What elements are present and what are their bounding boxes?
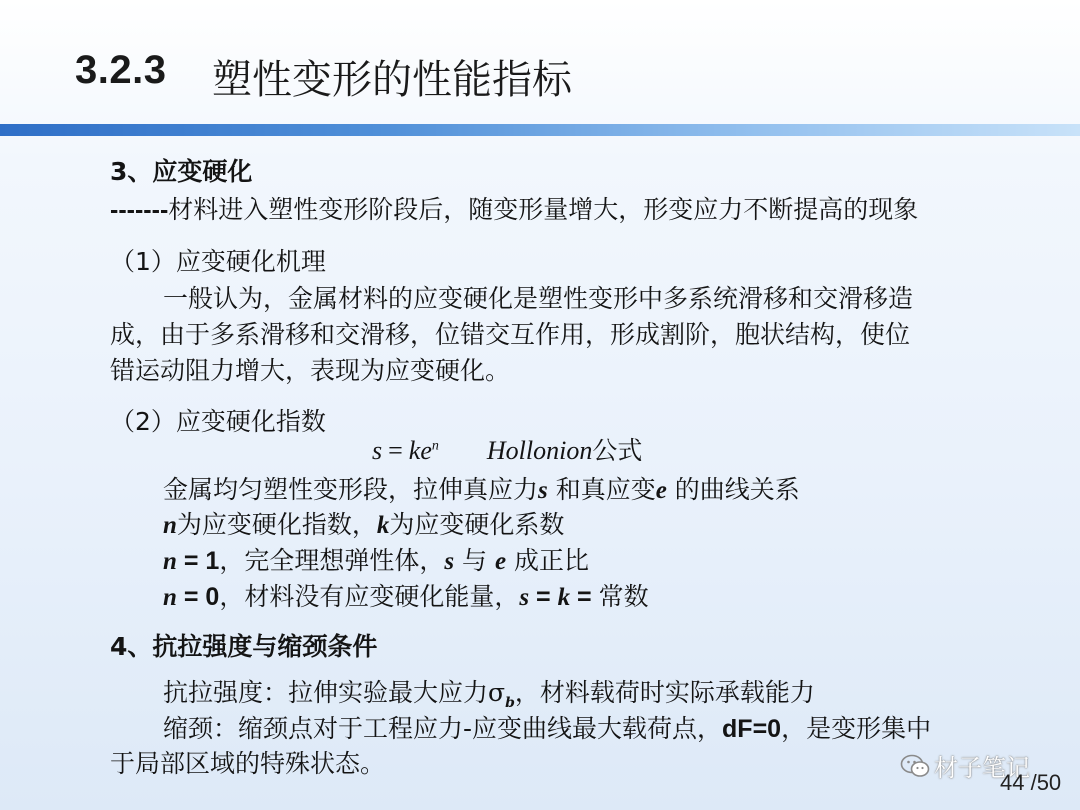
- sigma-subscript: b: [505, 695, 515, 711]
- n-equals-1-case: [163, 545, 589, 578]
- subsection-1-heading: [110, 246, 326, 278]
- relation-symbol-e: e: [655, 477, 667, 504]
- n0-symbol-n: n: [163, 584, 177, 611]
- page-number: 44 /50: [1000, 770, 1062, 795]
- tensile-text-b: ，材料载荷时实际承载能力: [514, 678, 815, 707]
- n0-value: = 0: [176, 583, 220, 611]
- n0-equals-1: =: [529, 583, 558, 611]
- n0-symbol-k: k: [557, 584, 571, 611]
- mechanism-paragraph-line-2: 成，由于多系滑移和交滑移，位错交互作用，形成割阶，胞状结构，使位: [110, 320, 911, 349]
- necking-line-2: 于局部区域的特殊状态。: [110, 749, 386, 778]
- formula-coefficient: ke: [408, 436, 432, 465]
- relation-text-c: 的曲线关系: [666, 475, 800, 504]
- wechat-icon: [900, 753, 930, 785]
- slide-title: 塑性变形的性能指标: [212, 57, 572, 103]
- definition-text: 材料进入塑性变形阶段后，随变形量增大，形变应力不断提高的现象: [168, 195, 919, 224]
- n-definition-text-b: 为应变硬化系数: [389, 510, 565, 539]
- n1-text-c: 成正比: [506, 546, 590, 575]
- header-divider: [0, 124, 1080, 136]
- n1-text-a: ，完全理想弹性体，: [219, 546, 445, 575]
- symbol-n: n: [163, 512, 177, 539]
- n1-symbol-n: n: [163, 548, 177, 575]
- sigma-b-symbol: [488, 678, 515, 711]
- formula-equals: =: [388, 436, 403, 465]
- formula-exponent: n: [431, 438, 439, 454]
- mechanism-paragraph-line-3: 错运动阻力增大，表现为应变硬化。: [110, 356, 511, 385]
- necking-text-b: ，是变形集中: [781, 714, 932, 743]
- n1-symbol-s: s: [444, 548, 455, 575]
- n0-equals-2: =: [570, 583, 599, 611]
- subsection-1-label: （1）应变硬化机理: [110, 247, 326, 276]
- n-equals-0-case: [163, 581, 649, 614]
- n-definition: [163, 509, 564, 542]
- n1-value: = 1: [176, 547, 220, 575]
- necking-line-1: [163, 713, 931, 745]
- relation-text-a: 金属均匀塑性变形段，拉伸真应力: [163, 475, 539, 504]
- necking-text-a: 缩颈：缩颈点对于工程应力-应变曲线最大载荷点，: [163, 714, 723, 743]
- section-number: 3.2.3: [75, 48, 167, 92]
- slide-header: [0, 0, 1080, 124]
- relation-text-b: 和真应变: [547, 475, 656, 504]
- subsection-2-heading: （2）应变硬化指数: [110, 407, 326, 436]
- formula-suffix: 公式: [592, 436, 643, 465]
- n0-text-b: 常数: [598, 582, 649, 611]
- n1-symbol-e: e: [494, 548, 507, 575]
- definition-dashes: -------: [110, 196, 169, 224]
- necking-df-condition: dF=0: [722, 715, 782, 743]
- formula-lhs: s: [372, 436, 383, 465]
- watermark-text: 材子笔记: [934, 754, 1030, 782]
- n-definition-text-a: 为应变硬化指数，: [176, 510, 377, 539]
- formula-name: Hollonion: [486, 436, 593, 465]
- n0-symbol-s: s: [519, 584, 530, 611]
- section-4-heading: 4、抗拉强度与缩颈条件: [110, 632, 378, 661]
- n1-text-b: 与: [454, 546, 495, 575]
- n0-text-a: ，材料没有应变硬化能量，: [219, 582, 520, 611]
- mechanism-paragraph-line-1: 一般认为，金属材料的应变硬化是塑性变形中多系统滑移和交滑移造: [163, 284, 914, 313]
- strain-hardening-definition: [110, 194, 918, 226]
- sigma-symbol: σ: [488, 678, 506, 707]
- hollomon-formula: [372, 431, 642, 467]
- section-3-heading: 3、应变硬化: [110, 157, 253, 186]
- symbol-k: k: [376, 512, 390, 539]
- relation-symbol-s: s: [538, 477, 548, 504]
- tensile-text-a: 抗拉强度：拉伸实验最大应力: [163, 678, 489, 707]
- true-stress-strain-relation: [163, 474, 800, 507]
